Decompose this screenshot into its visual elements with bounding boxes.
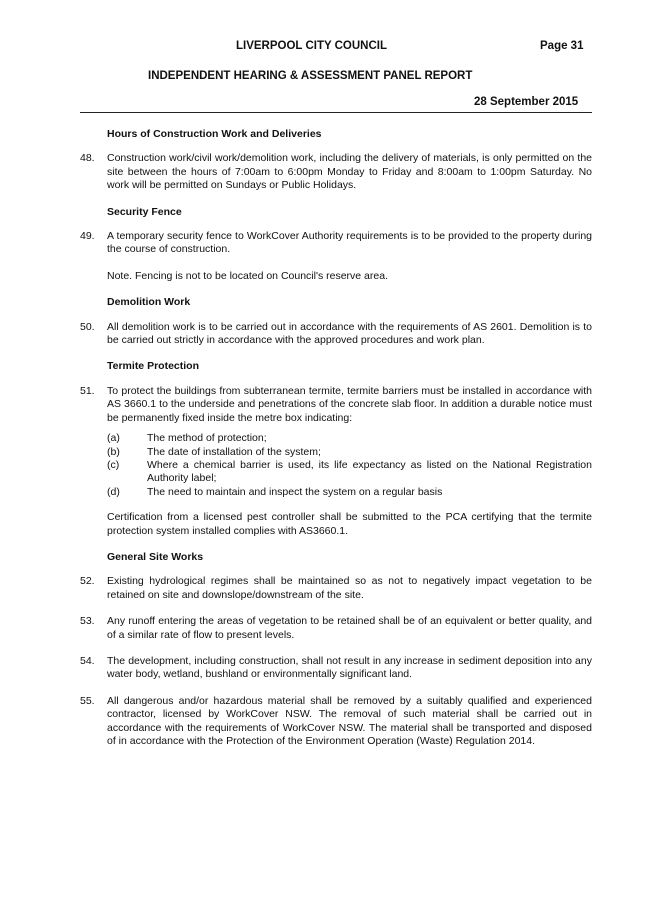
sub-item (107, 432, 592, 445)
condition-text: Construction work/civil work/demolition work, including the delivery of materials, is only permitted on the site between the hours of 7:00am to 6:00pm Monday to Friday and 8:00am to 1:00pm Saturday. No work will be permitted on Sundays or Public Holidays. (107, 152, 592, 192)
sub-item (107, 446, 592, 459)
condition-number: 51. (80, 384, 95, 397)
page-number: Page 31 (540, 40, 584, 52)
section-heading: Demolition Work (107, 296, 191, 309)
document-body (80, 128, 592, 761)
condition-text: A temporary security fence to WorkCover Authority requirements is to be provided to the property during the course of construction. (107, 230, 592, 256)
sub-item-letter: (a) (107, 432, 120, 445)
fencing-note: Note. Fencing is not to be located on Council's reserve area. (107, 269, 388, 282)
condition-item (80, 615, 592, 642)
condition-text: All dangerous and/or hazardous material shall be removed by a suitably qualified and experienced contractor, licensed by WorkCover NSW. The removal of such material shall be carried out in accordance with the requirements of WorkCover NSW. The material shall be transported and disposed of in accordance with the Protection of the Environment Operation (Waste) Regulation 2014. (107, 694, 592, 747)
report-title: INDEPENDENT HEARING & ASSESSMENT PANEL REPORT (148, 70, 473, 82)
condition-number: 53. (80, 615, 95, 628)
sub-item-letter: (b) (107, 445, 120, 458)
condition-item (80, 575, 592, 602)
condition-number: 50. (80, 320, 95, 333)
condition-text: Existing hydrological regimes shall be maintained so as not to negatively impact vegetation to be retained on site and downslope/downstream of the site. (107, 575, 592, 601)
condition-item (80, 230, 592, 257)
condition-number: 52. (80, 575, 95, 588)
condition-number: 48. (80, 152, 95, 165)
condition-number: 49. (80, 230, 95, 243)
sub-item-text: Where a chemical barrier is used, its life expectancy as listed on the National Registration Authority label; (147, 458, 592, 485)
condition-item (80, 655, 592, 682)
condition-text: To protect the buildings from subterranean termite, termite barriers must be installed in accordance with AS 3660.1 to the underside and penetrations of the concrete slab floor. In addition a durable notice must be permanently fixed inside the metre box indicating: (107, 384, 592, 424)
section-heading: Termite Protection (107, 360, 199, 373)
sub-item-letter: (d) (107, 485, 120, 498)
section-heading: Hours of Construction Work and Deliveries (107, 128, 322, 140)
sub-item-letter: (c) (107, 458, 120, 471)
header-council: LIVERPOOL CITY COUNCIL (236, 40, 388, 52)
sub-item (107, 486, 592, 499)
condition-number: 54. (80, 654, 95, 667)
condition-text: All demolition work is to be carried out in accordance with the requirements of AS 2601. Demolition is to be carried out strictly in accordance with the approved procedures and work plan. (107, 320, 592, 347)
section-heading: General Site Works (107, 550, 204, 563)
condition-number: 55. (80, 694, 95, 707)
sub-item-text: The method of protection; (147, 432, 267, 445)
sub-item-text: The need to maintain and inspect the system on a regular basis (147, 485, 443, 498)
condition-text: The development, including construction, shall not result in any increase in sediment deposition into any water body, wetland, bushland or environmentally significant land. (107, 654, 592, 681)
report-date: 28 September 2015 (474, 96, 579, 108)
condition-item (80, 152, 592, 192)
sub-item (107, 459, 592, 486)
section-heading: Security Fence (107, 205, 182, 218)
condition-item (80, 695, 592, 749)
header-rule (80, 112, 592, 113)
condition-text: Any runoff entering the areas of vegetation to be retained shall be of an equivalent or better quality, and of a similar rate of flow to present levels. (107, 615, 592, 641)
condition-item (80, 321, 592, 348)
condition-item (80, 385, 592, 425)
sub-item-text: The date of installation of the system; (147, 445, 321, 458)
certification-text: Certification from a licensed pest controller shall be submitted to the PCA certifying that the termite protection system installed complies with AS3660.1. (107, 511, 592, 537)
